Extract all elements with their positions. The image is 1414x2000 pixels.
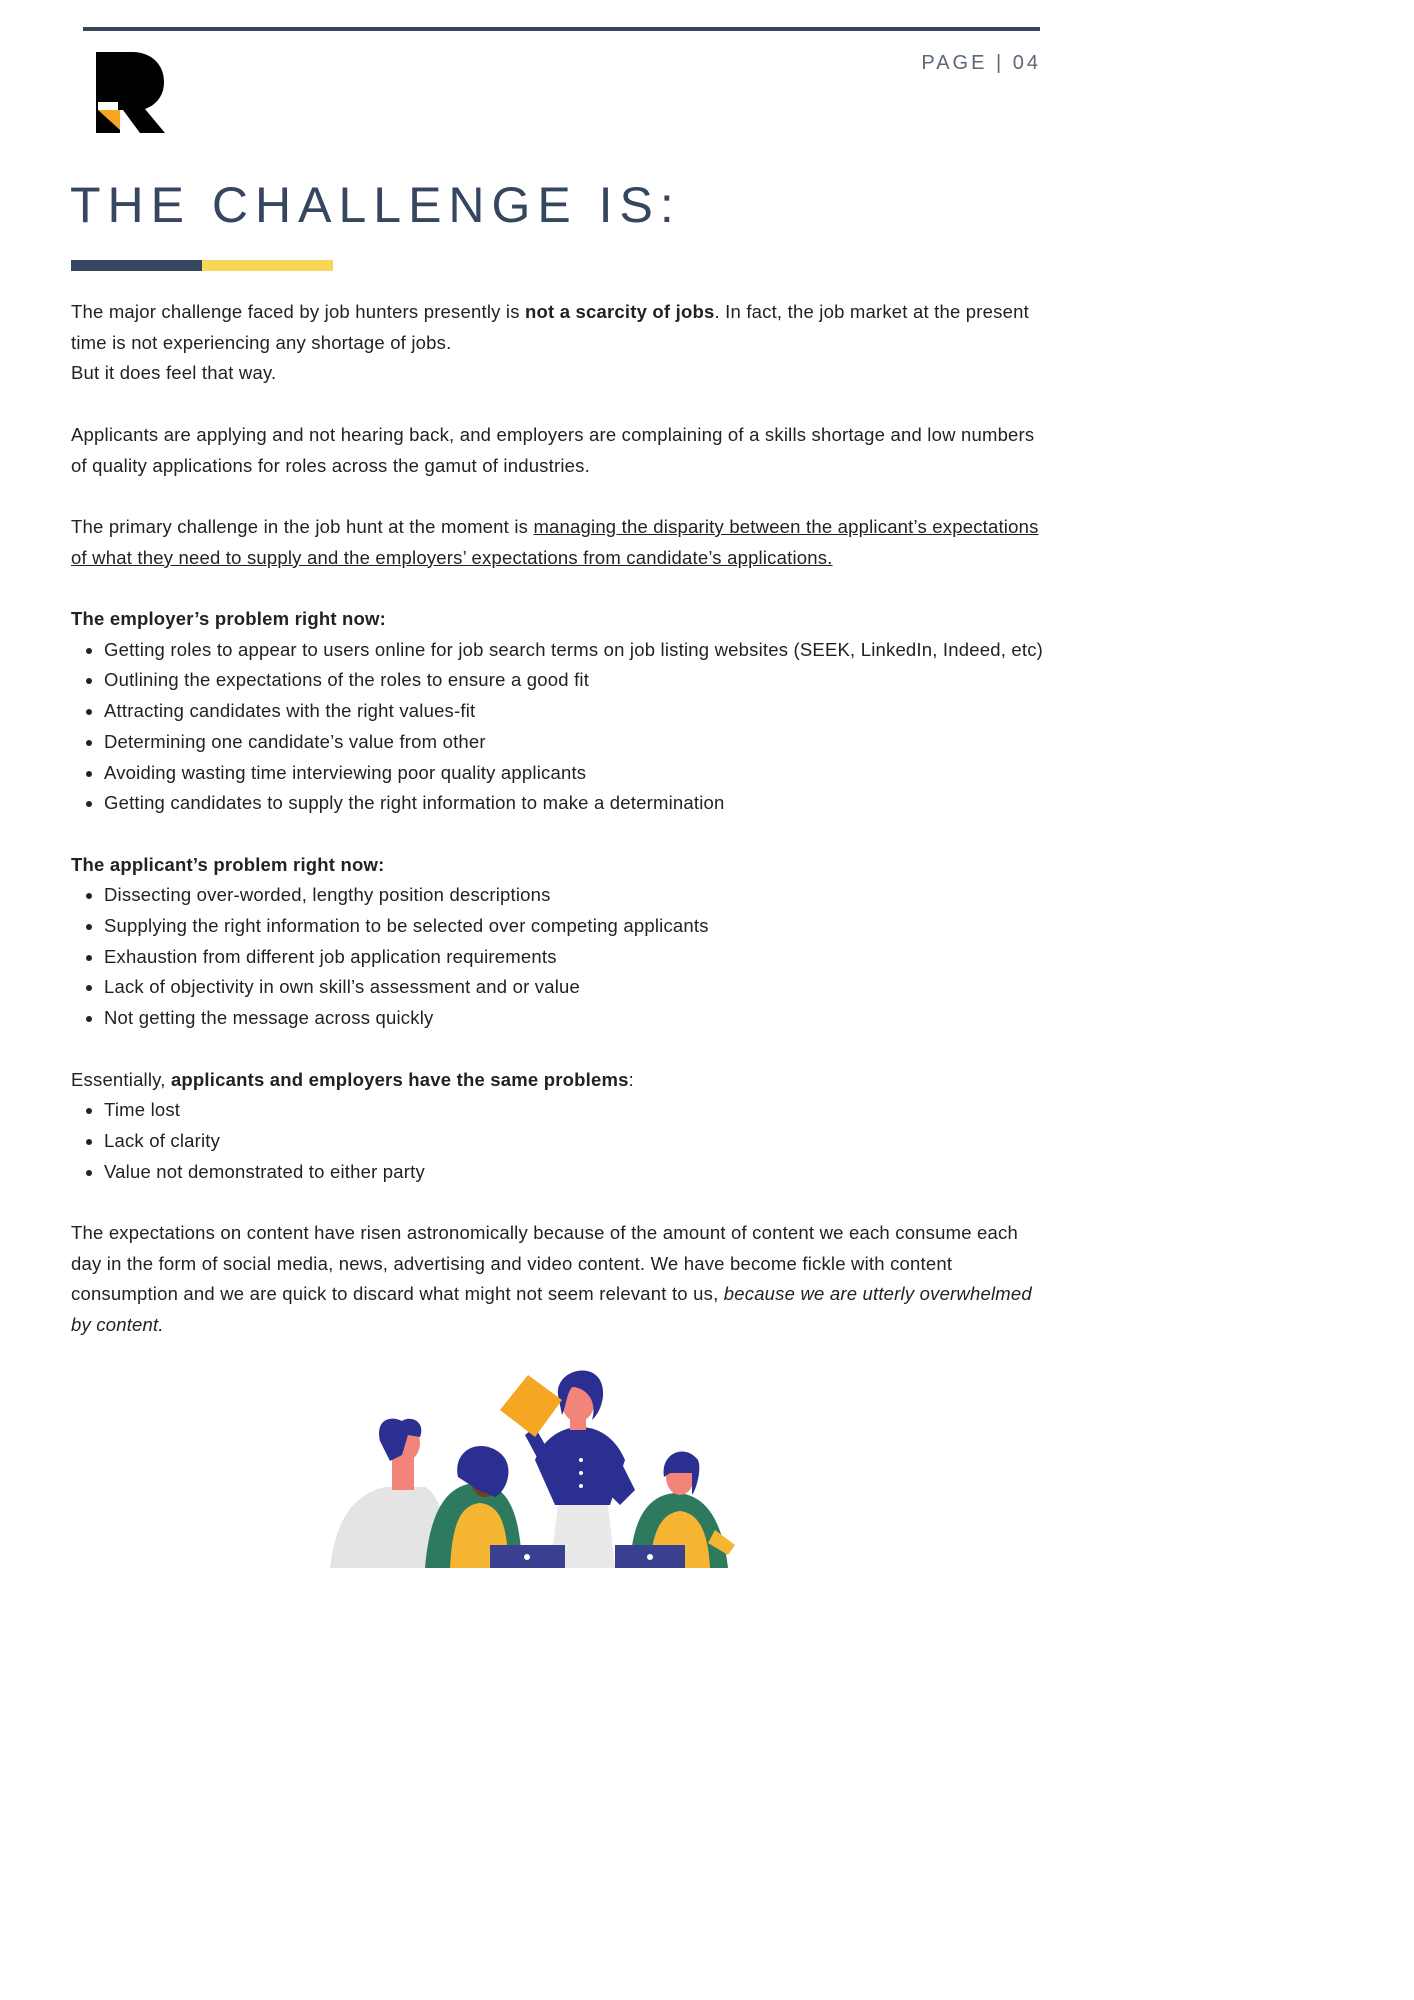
list-item: • Getting candidates to supply the right information to make a determination	[104, 788, 1046, 819]
intro-paragraph-1: The major challenge faced by job hunters presently is not a scarcity of jobs. In fact, the job market at the present time is not experiencing any shortage of jobs.	[71, 301, 1029, 353]
team-meeting-illustration	[330, 1365, 750, 1568]
accent-navy	[71, 260, 202, 271]
page-number: PAGE | 04	[921, 52, 1041, 74]
underlined-statement: managing the disparity between the applicant’s expectations of what they need to supply and the employers’ expectations from candidate’s applications.	[71, 515, 1039, 568]
intro-paragraph-1b: But it does feel that way.	[71, 362, 277, 384]
applicant-heading: The applicant’s problem right now:	[71, 853, 385, 875]
r-logo-icon	[96, 52, 166, 134]
list-item: • Dissecting over-worded, lengthy position descriptions	[104, 880, 1046, 911]
employer-list	[71, 635, 1046, 819]
closing-paragraph: The expectations on content have risen astronomically because of the amount of content we each consume each day in the form of social media, news, advertising and video content. We have become fickle with content consumption and we are quick to discard what might not seem relevant to us, because we are utterly overwhelmed by content.	[71, 1222, 1032, 1336]
list-item: • Not getting the message across quickly	[104, 1003, 1046, 1034]
page-title: THE CHALLENGE IS:	[70, 177, 681, 233]
intro-paragraph-3: The primary challenge in the job hunt at the moment is managing the disparity between the applicant’s expectations of what they need to supply and the employers’ expectations from candidate’s applications.	[71, 515, 1039, 568]
list-item: • Exhaustion from different job application requirements	[104, 942, 1046, 973]
list-item: • Time lost	[104, 1095, 1046, 1126]
shared-list	[71, 1095, 1046, 1187]
intro-paragraph-2: Applicants are applying and not hearing back, and employers are complaining of a skills shortage and low numbers of quality applications for roles across the gamut of industries.	[71, 423, 1035, 476]
applicant-list	[71, 880, 1046, 1034]
list-item: • Lack of clarity	[104, 1126, 1046, 1157]
list-item: • Supplying the right information to be selected over competing applicants	[104, 911, 1046, 942]
list-item: • Determining one candidate’s value from other	[104, 727, 1046, 758]
list-item: • Getting roles to appear to users online for job search terms on job listing websites (SEEK, LinkedIn, Indeed, etc)	[104, 635, 1046, 666]
employer-heading: The employer’s problem right now:	[71, 607, 386, 629]
list-item: • Outlining the expectations of the roles to ensure a good fit	[104, 665, 1046, 696]
shared-heading: Essentially, applicants and employers have the same problems:	[71, 1068, 634, 1090]
top-rule	[83, 27, 1040, 31]
accent-yellow	[202, 260, 333, 271]
list-item: • Attracting candidates with the right values-fit	[104, 696, 1046, 727]
list-item: • Avoiding wasting time interviewing poor quality applicants	[104, 758, 1046, 789]
list-item: • Lack of objectivity in own skill’s assessment and or value	[104, 972, 1046, 1003]
list-item: • Value not demonstrated to either party	[104, 1157, 1046, 1188]
body-content	[71, 297, 1046, 1341]
